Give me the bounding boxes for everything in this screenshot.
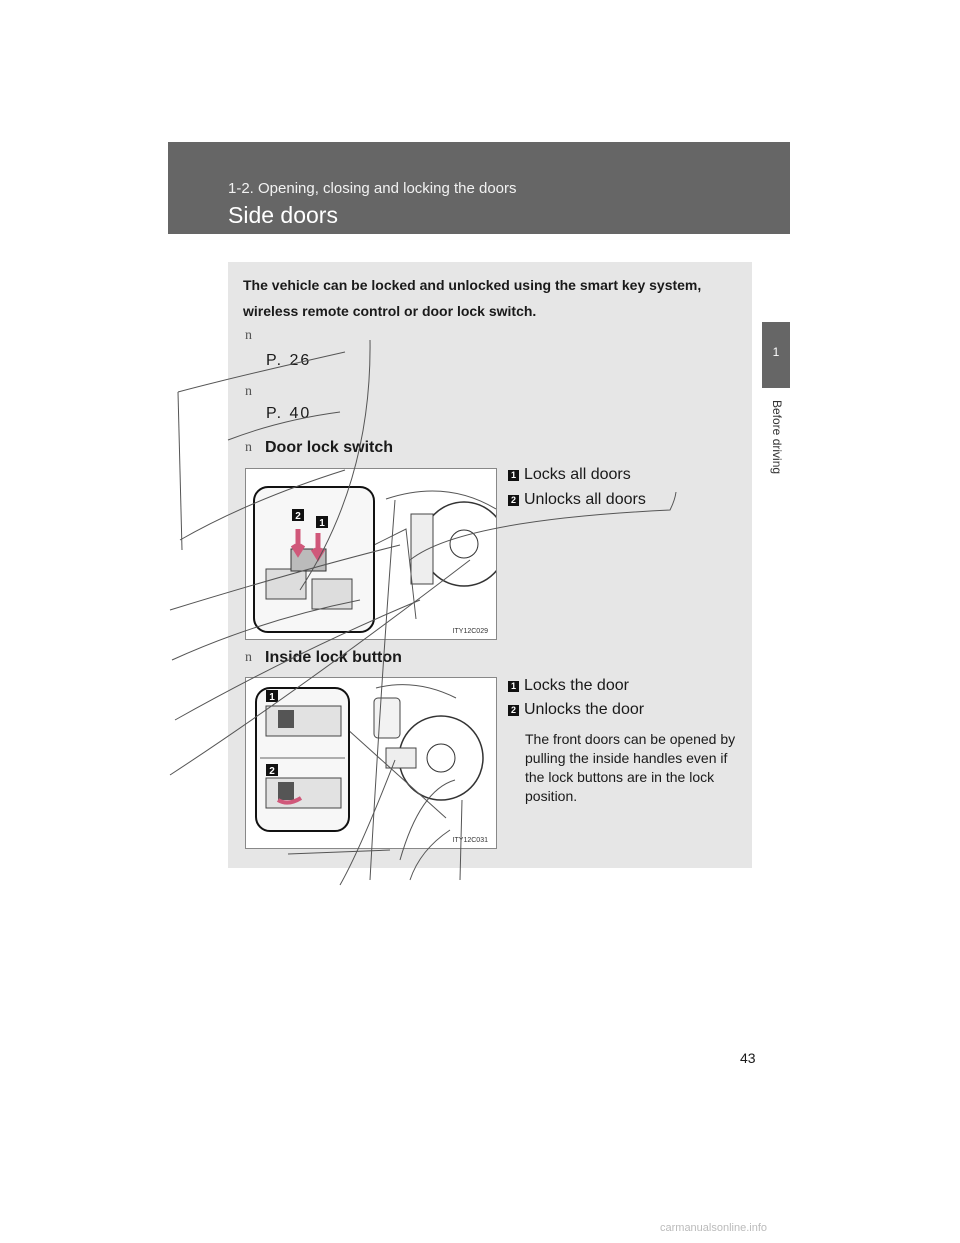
svg-text:1: 1 [269, 692, 275, 703]
watermark: carmanualsonline.info [660, 1222, 768, 1234]
svg-text:2: 2 [295, 511, 301, 522]
page-number: 43 [740, 1050, 756, 1066]
intro-text: The vehicle can be locked and unlocked using the smart key system, wireless remote control or door lock switch. [243, 277, 702, 319]
number-2-icon: 2 [508, 495, 519, 506]
section-title: 1-2. Opening, closing and locking the doors [228, 180, 517, 197]
bullet-marker: n [245, 440, 252, 455]
inside-handle-note: The front doors can be opened by pulling the inside handles even if the lock buttons are in the lock position. [525, 731, 736, 804]
chapter-number: 1 [772, 345, 780, 359]
legend-text: Locks the door [524, 677, 629, 694]
legend-text: Locks all doors [524, 466, 631, 483]
figure-code: ITY12C029 [452, 628, 488, 635]
svg-text:1: 1 [319, 518, 325, 529]
legend-text: Unlocks the door [524, 701, 645, 718]
page-reference-1[interactable]: P. 26 [266, 352, 312, 369]
number-1-icon: 1 [508, 681, 519, 692]
door-lock-switch-heading: Door lock switch [265, 439, 394, 456]
chapter-label: Before driving [770, 400, 784, 475]
bullet-marker: n [245, 650, 252, 665]
figure-code: ITY12C031 [452, 837, 488, 844]
page-title: Side doors [228, 202, 338, 228]
svg-text:2: 2 [269, 766, 275, 777]
bullet-marker: n [245, 384, 252, 399]
bullet-marker: n [245, 328, 252, 343]
inside-lock-button-heading: Inside lock button [265, 649, 402, 666]
legend-text: Unlocks all doors [524, 491, 646, 508]
number-1-icon: 1 [508, 470, 519, 481]
number-2-icon: 2 [508, 705, 519, 716]
page-reference-2[interactable]: P. 40 [266, 405, 312, 422]
